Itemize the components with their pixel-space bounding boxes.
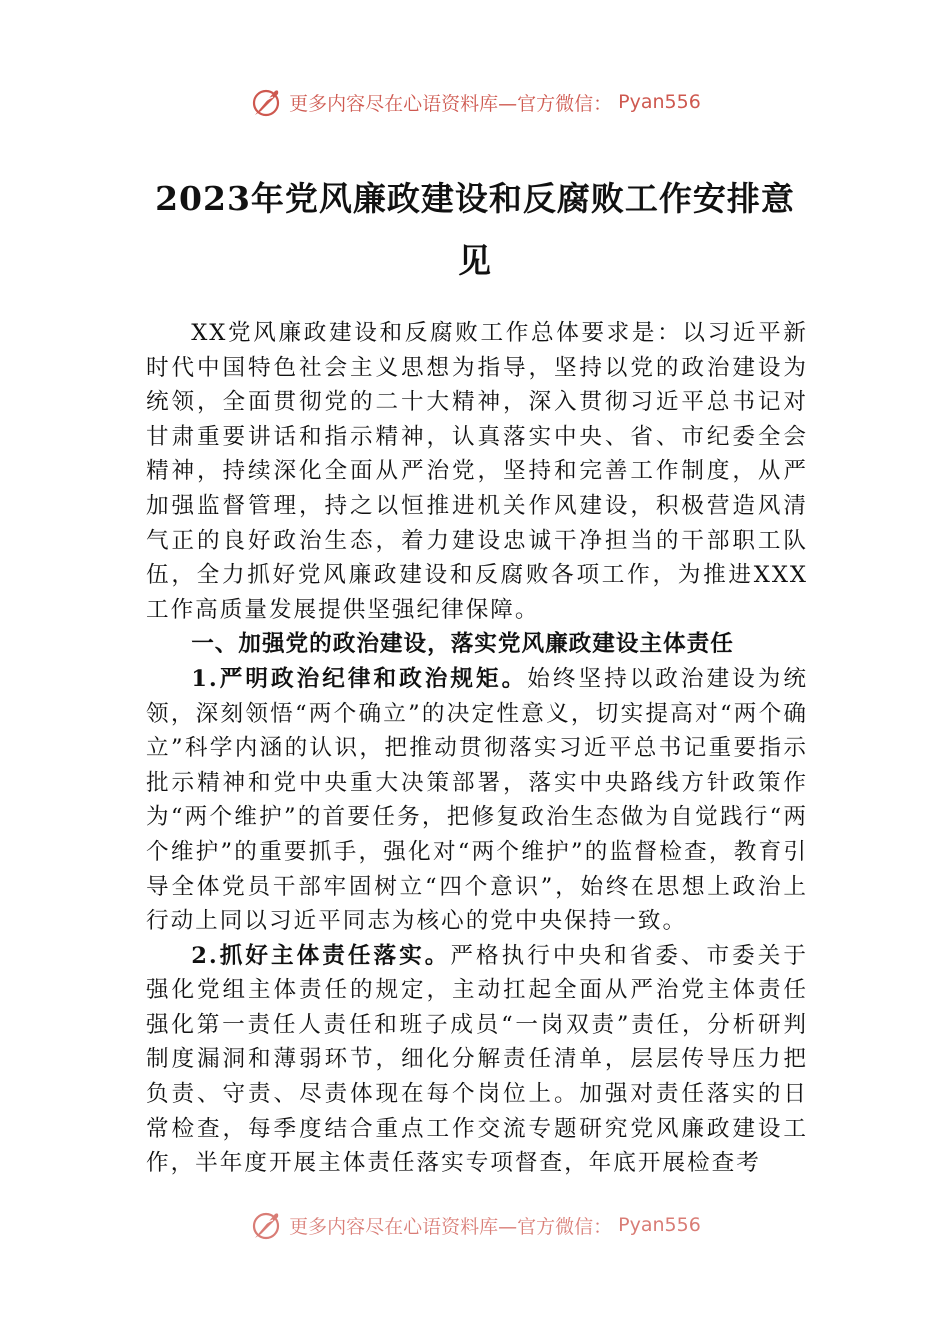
item-text-2: 严格执行中央和省委、市委关于强化党组主体责任的规定，主动扛起全面从严治党主体责任强化第一责任人责任和班子成员“一岗双责”责任，分析研判制度漏洞和薄弱环节，细化分解责任清单，层层传导压力把负责、守责、尽责体现在每个岗位上。加强对责任落实的日常检查，每季度结合重点工作交流专题研究党风廉政建设工作，半年度开展主体责任落实专项督查，年底开展检查考 xyxy=(146,942,809,1177)
item-lead-1: 1.严明政治纪律和政治规矩。 xyxy=(191,665,528,692)
document-title: 2023年党风廉政建设和反腐败工作安排意见 xyxy=(155,179,795,280)
watermark-header xyxy=(0,82,950,122)
watermark-text: 更多内容尽在心语资料库—官方微信： xyxy=(289,92,613,115)
section-heading: 一、加强党的政治建设，落实党风廉政建设主体责任 xyxy=(191,631,734,658)
item-lead-2: 2.抓好主体责任落实。 xyxy=(191,942,451,969)
intro-paragraph: XX党风廉政建设和反腐败工作总体要求是：以习近平新时代中国特色社会主义思想为指导，坚持以党的政治建设为统领，全面贯彻党的二十大精神，深入贯彻习近平总书记对甘肃重要讲话和指示精神，认真落实中央、省、市纪委全会精神，持续深化全面从严治党，坚持和完善工作制度，从严加强监督管理，持之以恒推进机关作风建设，积极营造风清气正的良好政治生态，着力建设忠诚干净担当的干部职工队伍，全力抓好党风廉政建设和反腐败各项工作，为推进XXX工作高质量发展提供坚强纪律保障。 xyxy=(146,320,808,623)
quill-pen-logo-icon xyxy=(249,85,283,119)
watermark-text: 更多内容尽在心语资料库—官方微信： xyxy=(289,1215,613,1238)
watermark-footer xyxy=(0,1205,950,1245)
quill-pen-logo-icon xyxy=(249,1208,283,1242)
item-paragraph-1 xyxy=(146,662,808,939)
item-paragraph-2 xyxy=(146,939,808,1181)
watermark-account: Pyan556 xyxy=(618,91,701,113)
item-text-1: 始终坚持以政治建设为统领，深刻领悟“两个确立”的决定性意义，切实提高对“两个确立”科学内涵的认识，把推动贯彻落实习近平总书记重要指示批示精神和党中央重大决策部署，落实中央路线方针政策作为“两个维护”的首要任务，把修复政治生态做为自觉践行“两个维护”的重要抓手，强化对“两个维护”的监督检查，教育引导全体党员干部牢固树立“四个意识”，始终在思想上政治上行动上同以习近平同志为核心的党中央保持一致。 xyxy=(146,665,808,935)
document-body xyxy=(146,316,808,1181)
watermark-account: Pyan556 xyxy=(618,1214,701,1236)
